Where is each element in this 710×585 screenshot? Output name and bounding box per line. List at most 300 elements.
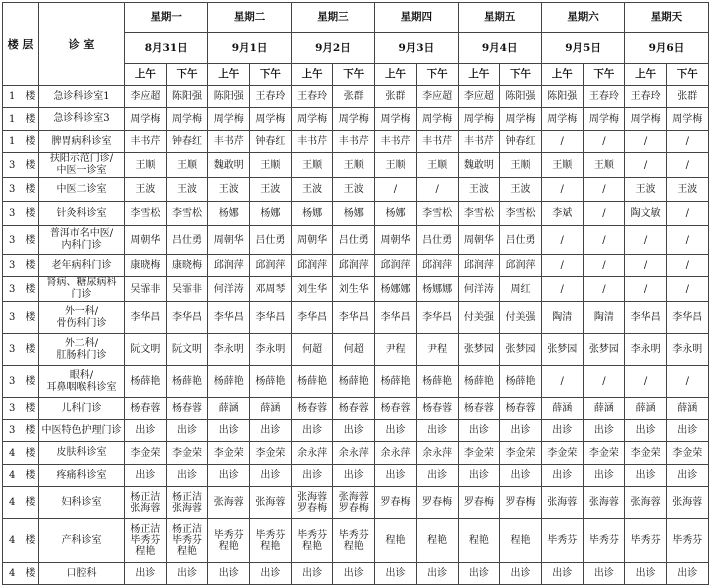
doctor-name: 何超 [302, 344, 323, 355]
doctor-name: 出诊 [427, 470, 448, 481]
schedule-cell [500, 519, 542, 563]
doctor-name: 李华昌 [255, 312, 286, 323]
doctor-name: 出诊 [510, 425, 531, 436]
doctor-name: 李雪松 [130, 208, 161, 219]
schedule-cell [208, 519, 250, 563]
schedule-cell [250, 465, 292, 487]
schedule-cell [125, 202, 167, 226]
schedule-cell [666, 131, 708, 153]
doctor-name: 李金荣 [672, 447, 703, 459]
doctor-name: 出诊 [177, 568, 198, 579]
schedule-cell [375, 334, 417, 366]
doctor-name: 程艳 [427, 535, 448, 546]
schedule-cell [458, 108, 500, 131]
doctor-name: 王春玲 [588, 91, 619, 102]
schedule-cell [125, 108, 167, 131]
doctor-name: 李华昌 [422, 312, 453, 323]
schedule-cell [666, 202, 708, 226]
doctor-name: 付美强 [505, 312, 536, 323]
schedule-cell [208, 131, 250, 153]
doctor-name: 余永萍 [422, 447, 453, 459]
table-row [3, 366, 709, 398]
doctor-name: 李应超 [422, 91, 453, 102]
doctor-name: 出诊 [468, 568, 489, 579]
schedule-cell [125, 334, 167, 366]
doctor-name: 杨春蓉 [422, 403, 453, 414]
doctor-name: / [643, 376, 648, 387]
doctor-name: 李雪松 [463, 208, 494, 219]
schedule-cell [500, 366, 542, 398]
date-header: 9月6日 [625, 33, 708, 64]
schedule-cell [541, 202, 583, 226]
doctor-name: 王顺 [135, 159, 156, 171]
schedule-cell [583, 131, 625, 153]
room-name-line: 针灸科诊室 [56, 207, 107, 219]
schedule-cell [125, 131, 167, 153]
room-name-line: 口腔科 [66, 567, 97, 579]
schedule-cell [166, 398, 208, 420]
doctor-name: 出诊 [510, 470, 531, 481]
doctor-name: 王春玲 [297, 91, 328, 102]
doctor-name: 周学梅 [130, 113, 161, 125]
schedule-cell [125, 487, 167, 519]
floor-cell: 1 楼 [3, 108, 39, 131]
doctor-name: 周朝华 [130, 234, 161, 246]
table-row [3, 398, 709, 420]
schedule-cell [458, 366, 500, 398]
room-name-line: 老年病科门诊 [51, 259, 112, 271]
doctor-name: 魏敢明 [463, 159, 494, 171]
schedule-cell [166, 131, 208, 153]
schedule-cell [625, 334, 667, 366]
doctor-name: 程艳 [343, 540, 364, 552]
schedule-cell [666, 178, 708, 202]
doctor-name: 钟春红 [172, 136, 203, 147]
schedule-cell [666, 255, 708, 277]
doctor-name: 王波 [135, 184, 156, 195]
doctor-name: 张群 [385, 91, 406, 102]
doctor-name: 出诊 [593, 425, 614, 436]
doctor-name: 李金荣 [463, 447, 494, 459]
table-row [3, 302, 709, 334]
doctor-name: 邱润萍 [380, 260, 411, 271]
doctor-name: 邱润萍 [463, 260, 494, 271]
schedule-cell [416, 277, 458, 302]
doctor-name: 李雪松 [172, 208, 203, 219]
schedule-cell [541, 366, 583, 398]
schedule-cell [583, 398, 625, 420]
doctor-name: 吕仕勇 [422, 234, 453, 246]
doctor-name: 出诊 [427, 425, 448, 436]
schedule-cell [541, 302, 583, 334]
doctor-name: 王顺 [343, 159, 364, 171]
schedule-cell [333, 108, 375, 131]
schedule-cell [458, 153, 500, 178]
doctor-name: 丰书芹 [338, 136, 369, 147]
room-name-line: 耳鼻咽喉科诊室 [46, 381, 117, 393]
schedule-cell [500, 153, 542, 178]
doctor-name: 李华昌 [172, 312, 203, 323]
doctor-name: 薛涵 [677, 403, 698, 414]
schedule-cell [583, 563, 625, 585]
schedule-cell [166, 420, 208, 442]
schedule-cell [375, 465, 417, 487]
schedule-cell [125, 519, 167, 563]
doctor-name: 薛涵 [552, 403, 573, 414]
schedule-cell [666, 398, 708, 420]
doctor-name: 张梦园 [588, 344, 619, 355]
table-row [3, 420, 709, 442]
doctor-name: 出诊 [677, 568, 698, 579]
doctor-name: / [685, 260, 689, 271]
doctor-name: 出诊 [218, 425, 239, 436]
schedule-cell [125, 178, 167, 202]
doctor-name: 出诊 [343, 470, 364, 481]
schedule-cell [375, 420, 417, 442]
room-cell [39, 255, 125, 277]
schedule-cell [625, 202, 667, 226]
room-name-line: 妇科诊室 [61, 496, 102, 508]
room-cell [39, 277, 125, 302]
schedule-cell [416, 366, 458, 398]
schedule-cell [416, 487, 458, 519]
doctor-name: 毕秀芬 [130, 535, 161, 546]
doctor-name: 出诊 [218, 568, 239, 579]
schedule-cell [416, 302, 458, 334]
schedule-cell [500, 178, 542, 202]
schedule-cell [250, 277, 292, 302]
schedule-cell [541, 255, 583, 277]
schedule-cell [208, 334, 250, 366]
schedule-cell [416, 442, 458, 465]
room-name-line: 骨伤科门诊 [56, 317, 107, 329]
doctor-name: 邱润萍 [255, 260, 286, 271]
doctor-name: 王波 [343, 184, 364, 195]
doctor-name: 周学梅 [422, 113, 453, 125]
table-row [3, 334, 709, 366]
room-name-line: 普洱市名中医/ [49, 228, 114, 239]
schedule-cell [333, 334, 375, 366]
floor-cell: 3 楼 [3, 398, 39, 420]
doctor-name: 丰书芹 [463, 136, 494, 147]
doctor-name: 丰书芹 [297, 136, 328, 147]
schedule-cell [458, 302, 500, 334]
schedule-cell [541, 519, 583, 563]
schedule-cell [375, 202, 417, 226]
schedule-cell [250, 131, 292, 153]
pm-header: 下午 [333, 64, 375, 86]
floor-cell: 1 楼 [3, 86, 39, 108]
schedule-cell [666, 153, 708, 178]
doctor-name: 薛涵 [593, 403, 614, 414]
schedule-cell [333, 178, 375, 202]
schedule-cell [250, 178, 292, 202]
doctor-name: 陶文敏 [630, 208, 661, 219]
doctor-name: 李华昌 [338, 312, 369, 323]
pm-header: 下午 [250, 64, 292, 86]
doctor-name: / [602, 136, 606, 147]
schedule-cell [500, 255, 542, 277]
schedule-cell [541, 277, 583, 302]
schedule-cell [125, 442, 167, 465]
schedule-cell [625, 465, 667, 487]
schedule-cell [291, 226, 333, 255]
schedule-cell [125, 366, 167, 398]
schedule-cell [458, 334, 500, 366]
day-header: 星期二 [208, 3, 291, 33]
room-name-line: 眼科/ [69, 369, 94, 381]
doctor-name: 出诊 [177, 470, 198, 481]
doctor-name: 杨正洁 [172, 524, 203, 535]
schedule-cell [416, 465, 458, 487]
schedule-cell [375, 563, 417, 585]
schedule-cell [541, 398, 583, 420]
schedule-cell [625, 131, 667, 153]
doctor-name: 邱润萍 [338, 260, 369, 271]
doctor-name: / [643, 234, 648, 246]
floor-cell: 4 楼 [3, 519, 39, 563]
schedule-cell [541, 86, 583, 108]
doctor-name: 出诊 [468, 425, 489, 436]
doctor-name: 李应超 [130, 91, 161, 102]
doctor-name: 丰书芹 [422, 136, 453, 147]
doctor-name: 周学梅 [547, 113, 578, 125]
schedule-cell [208, 420, 250, 442]
schedule-cell [166, 277, 208, 302]
schedule-cell [625, 108, 667, 131]
doctor-name: 杨薛艳 [380, 376, 411, 387]
schedule-cell [416, 519, 458, 563]
room-cell [39, 226, 125, 255]
doctor-name: 出诊 [635, 568, 656, 579]
room-cell [39, 420, 125, 442]
schedule-cell [416, 202, 458, 226]
doctor-name: 杨春蓉 [172, 403, 203, 414]
floor-cell: 3 楼 [3, 366, 39, 398]
am-header: 上午 [375, 64, 417, 86]
doctor-name: 王顺 [552, 159, 573, 171]
pm-header: 下午 [500, 64, 542, 86]
room-cell [39, 178, 125, 202]
am-header: 上午 [458, 64, 500, 86]
date-header: 8月31日 [125, 33, 208, 64]
doctor-name: 王波 [677, 184, 698, 195]
schedule-cell [291, 178, 333, 202]
room-cell [39, 398, 125, 420]
table-row [3, 442, 709, 465]
doctor-name: 出诊 [385, 425, 406, 436]
room-header: 诊 室 [39, 3, 125, 86]
schedule-cell [333, 153, 375, 178]
floor-cell: 3 楼 [3, 420, 39, 442]
doctor-name: 杨娜娜 [422, 283, 453, 295]
schedule-cell [500, 108, 542, 131]
doctor-name: 出诊 [302, 470, 323, 481]
schedule-cell [625, 442, 667, 465]
schedule-cell [625, 563, 667, 585]
doctor-name: 张海蓉 [588, 497, 619, 508]
schedule-cell [375, 178, 417, 202]
day-header: 星期天 [625, 3, 708, 33]
room-name-line: 肾病、糖尿病科 [46, 277, 117, 288]
schedule-cell [583, 255, 625, 277]
doctor-name: 毕秀芬 [297, 529, 328, 541]
schedule-cell [375, 277, 417, 302]
schedule-cell [666, 465, 708, 487]
day-header: 星期五 [458, 3, 541, 33]
schedule-cell [541, 487, 583, 519]
schedule-cell [666, 277, 708, 302]
doctor-name: 杨春蓉 [338, 403, 369, 414]
day-row [3, 3, 709, 33]
doctor-name: 王顺 [593, 159, 614, 171]
schedule-cell [625, 487, 667, 519]
room-name-line: 急诊科诊室3 [53, 113, 110, 124]
doctor-name: 陈阳强 [172, 91, 203, 102]
doctor-name: 张海蓉 [255, 497, 286, 508]
schedule-cell [458, 563, 500, 585]
floor-cell: 1 楼 [3, 131, 39, 153]
schedule-cell [125, 277, 167, 302]
day-header: 星期三 [291, 3, 374, 33]
doctor-name: 杨春蓉 [297, 403, 328, 414]
doctor-name: 张海蓉 [338, 491, 369, 503]
schedule-cell [458, 519, 500, 563]
doctor-name: 杨薛艳 [213, 376, 244, 387]
doctor-name: 罗春梅 [422, 497, 453, 508]
schedule-header [3, 3, 709, 86]
doctor-name: 周朝华 [213, 234, 244, 246]
doctor-name: 王波 [468, 184, 489, 195]
schedule-cell [250, 563, 292, 585]
doctor-name: 李华昌 [213, 312, 244, 323]
schedule-cell [458, 420, 500, 442]
doctor-name: 何超 [343, 344, 364, 355]
doctor-name: 出诊 [552, 470, 573, 481]
doctor-name: 周学梅 [255, 113, 286, 125]
doctor-name: 阮文明 [130, 344, 161, 355]
schedule-cell [666, 302, 708, 334]
schedule-cell [416, 255, 458, 277]
doctor-name: / [560, 184, 564, 195]
schedule-cell [666, 519, 708, 563]
schedule-cell [333, 366, 375, 398]
doctor-name: 毕秀芬 [588, 535, 619, 546]
schedule-cell [291, 442, 333, 465]
schedule-cell [333, 277, 375, 302]
doctor-name: 张群 [677, 91, 698, 102]
schedule-cell [458, 226, 500, 255]
schedule-cell [291, 465, 333, 487]
schedule-cell [166, 108, 208, 131]
schedule-cell [333, 442, 375, 465]
doctor-name: 吕仕勇 [172, 234, 203, 246]
schedule-cell [458, 202, 500, 226]
date-header: 9月2日 [291, 33, 374, 64]
doctor-name: / [643, 136, 648, 147]
schedule-cell [666, 226, 708, 255]
floor-cell: 3 楼 [3, 302, 39, 334]
doctor-name: 张海蓉 [172, 502, 203, 514]
doctor-name: 刘生华 [297, 283, 328, 295]
schedule-cell [125, 420, 167, 442]
doctor-name: 李华昌 [130, 312, 161, 323]
doctor-name: 出诊 [260, 568, 281, 579]
schedule-cell [125, 465, 167, 487]
doctor-name: 张海蓉 [547, 497, 578, 508]
schedule-cell [166, 255, 208, 277]
doctor-name: 出诊 [385, 470, 406, 481]
schedule-cell [208, 226, 250, 255]
schedule-cell [541, 131, 583, 153]
doctor-name: 周学梅 [463, 113, 494, 125]
schedule-cell [125, 153, 167, 178]
schedule-cell [250, 487, 292, 519]
doctor-name: 张梦园 [547, 344, 578, 355]
doctor-name: 李永明 [255, 344, 286, 355]
doctor-name: 张梦园 [463, 344, 494, 355]
doctor-name: 周学梅 [630, 113, 661, 125]
schedule-cell [208, 442, 250, 465]
schedule-cell [625, 255, 667, 277]
doctor-name: 王春玲 [255, 91, 286, 102]
schedule-cell [666, 86, 708, 108]
schedule-cell [166, 86, 208, 108]
doctor-name: 程艳 [468, 535, 489, 546]
doctor-name: / [602, 208, 606, 219]
room-name-line: 疼痛科诊室 [56, 469, 107, 481]
schedule-cell [166, 519, 208, 563]
schedule-cell [291, 131, 333, 153]
day-header: 星期六 [541, 3, 624, 33]
doctor-name: 周学梅 [672, 113, 703, 125]
doctor-name: 张海蓉 [213, 497, 244, 508]
schedule-cell [500, 398, 542, 420]
schedule-cell [375, 153, 417, 178]
doctor-name: 邱润萍 [213, 260, 244, 271]
schedule-cell [375, 398, 417, 420]
am-header: 上午 [625, 64, 667, 86]
doctor-name: 周学梅 [338, 113, 369, 125]
doctor-name: 程艳 [260, 540, 281, 552]
schedule-cell [250, 86, 292, 108]
floor-cell: 3 楼 [3, 334, 39, 366]
floor-cell: 3 楼 [3, 277, 39, 302]
room-cell [39, 487, 125, 519]
doctor-name: 张海蓉 [630, 497, 661, 508]
doctor-name: 杨娜 [218, 208, 239, 219]
doctor-name: 王波 [218, 184, 239, 195]
schedule-cell [500, 334, 542, 366]
schedule-cell [500, 86, 542, 108]
doctor-name: 陈阳强 [547, 91, 578, 102]
doctor-name: 吴霏非 [130, 283, 161, 295]
day-header: 星期一 [125, 3, 208, 33]
schedule-cell [291, 366, 333, 398]
floor-cell: 3 楼 [3, 255, 39, 277]
schedule-cell [541, 442, 583, 465]
schedule-cell [625, 226, 667, 255]
schedule-cell [250, 255, 292, 277]
doctor-name: 钟春红 [255, 136, 286, 147]
schedule-cell [625, 153, 667, 178]
doctor-name: 杨薛艳 [505, 376, 536, 387]
doctor-name: 李应超 [463, 91, 494, 102]
schedule-cell [166, 366, 208, 398]
schedule-cell [416, 108, 458, 131]
doctor-name: 李华昌 [297, 312, 328, 323]
doctor-name: 李华昌 [380, 312, 411, 323]
